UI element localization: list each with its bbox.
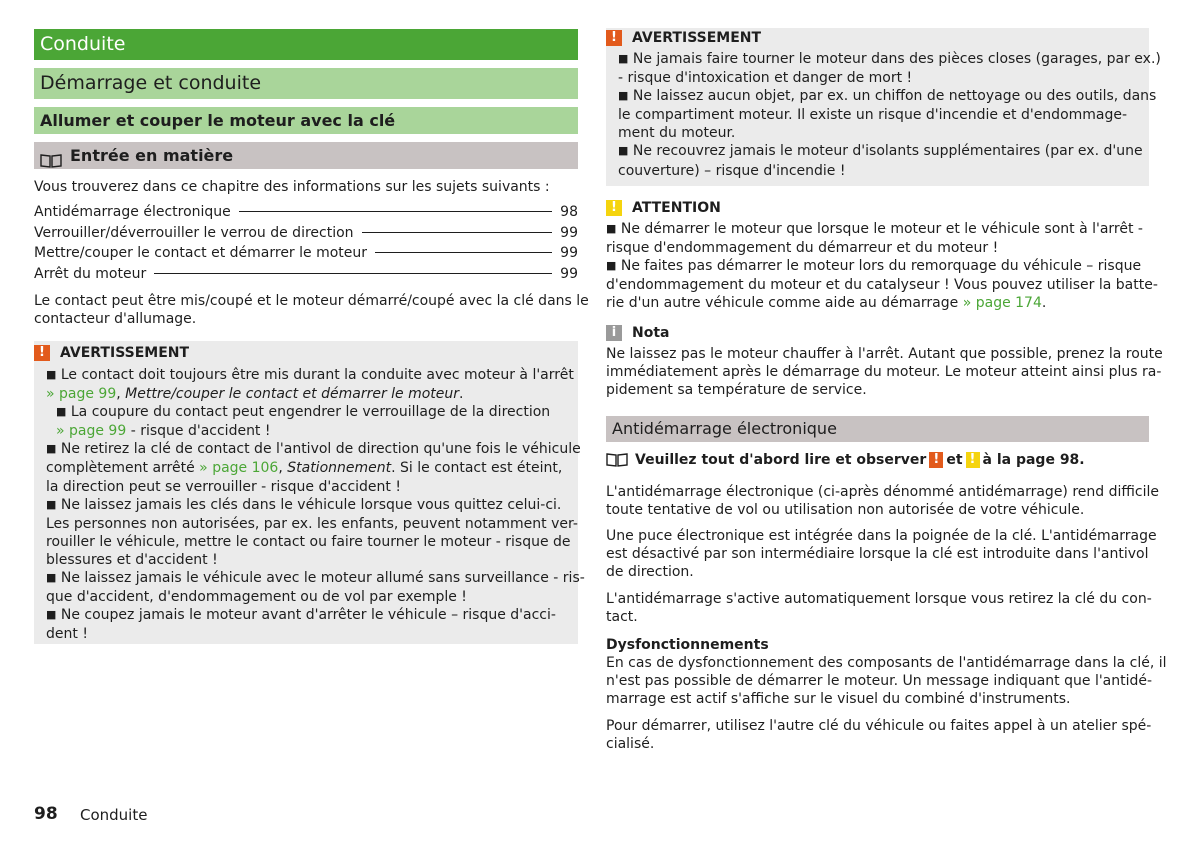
warning-line: Ne laissez jamais les clés dans le véhicule lorsque vous quittez celui-ci. [60, 496, 562, 513]
warning-line: la direction peut se verrouiller - risque d'accident ! [46, 478, 401, 495]
toc-item[interactable] [34, 224, 578, 245]
page-link[interactable]: » page 99 [46, 386, 117, 403]
chapter-heading: Conduite [34, 29, 578, 60]
warning-box [34, 341, 585, 644]
paragraph-line: marrage est actif s'affiche sur le visuel du combiné d'instruments. [606, 691, 1071, 707]
toc-item[interactable] [34, 265, 578, 286]
warning-line: Les personnes non autorisées, par ex. les enfants, peuvent notamment ver- [46, 515, 578, 532]
attention-title: ATTENTION [632, 200, 721, 216]
warning-line: couverture) – risque d'incendie ! [618, 162, 846, 179]
paragraph-line: cialisé. [606, 736, 655, 752]
paragraph-line: toute tentative de vol ou utilisation non autorisée de votre véhicule. [606, 502, 1085, 518]
intro-text: Vous trouverez dans ce chapitre des informations sur les sujets suivants : [34, 179, 550, 195]
toc-item-page: 99 [560, 265, 578, 282]
paragraph-line: Une puce électronique est intégrée dans la poignée de la clé. L'antidémarrage [606, 528, 1157, 544]
nota-header [606, 324, 1149, 342]
warning-line: La coupure du contact peut engendrer le verrouillage de la direction [70, 404, 551, 421]
paragraph-line: L'antidémarrage électronique (ci-après dénommé antidémarrage) rend difficile [606, 484, 1160, 500]
attention-header [606, 199, 1149, 217]
page-link[interactable]: » page 106 [199, 460, 279, 477]
warning-line: ment du moteur. [618, 125, 736, 142]
toc-item[interactable] [34, 244, 578, 265]
toc-leader [239, 211, 552, 212]
footer-chapter: Conduite [80, 806, 148, 824]
warning-icon: ! [929, 452, 943, 468]
warning-line: Le contact doit toujours être mis durant la conduite avec moteur à l'arrêt [60, 367, 574, 383]
warning-icon: ! [34, 345, 50, 361]
paragraph-line: n'est pas possible de démarrer le moteur. Un message indiquant que l'antidé- [606, 673, 1153, 689]
toc-item-page: 99 [560, 224, 578, 241]
warning-line: Ne recouvrez jamais le moteur d'isolants supplémentaires (par ex. d'une [632, 143, 1143, 160]
malfunction-title: Dysfonctionnements [606, 637, 769, 653]
paragraph-line: Pour démarrer, utilisez l'autre clé du véhicule ou faites appel à un atelier spé- [606, 718, 1152, 734]
toc-leader [154, 273, 552, 274]
paragraph-line: tact. [606, 609, 638, 625]
toc-item-label: Antidémarrage électronique [34, 204, 231, 220]
intro-paragraph [34, 292, 589, 328]
warning-line: Mettre/couper le contact et démarrer le moteur [125, 386, 460, 403]
attention-icon: ! [966, 452, 980, 468]
nota-line: pidement sa température de service. [606, 382, 867, 399]
attention-block [606, 199, 1158, 312]
page-link[interactable]: » page 99 [56, 423, 127, 440]
toc-item-page: 98 [560, 204, 578, 220]
read-notice [606, 451, 1149, 469]
paragraph [606, 590, 1152, 626]
paragraph-line: de direction. [606, 564, 694, 580]
warning-line: Ne laissez jamais le véhicule avec le moteur allumé sans surveillance - ris- [60, 570, 585, 587]
page-link[interactable]: » page 174 [962, 295, 1042, 312]
warning-body: ■ Ne jamais faire tourner le moteur dans des pièces closes (garages, par ex.) - risque d'intoxication et danger de mort ! ■ Ne laissez aucun objet, par ex. un chiffon de nettoyage ou des outils, dans le compartiment moteur. Il existe un risque d'incendie et d'endommage- ment du moteur. ■ Ne recouvrez jamais le moteur d'isolants supplémentaires (par ex. d'une couverture) – risque d'incendie ! [618, 51, 1161, 179]
intro-heading-label: Entrée en matière [70, 146, 234, 165]
read-notice-text: à la page 98. [982, 452, 1085, 468]
intro-heading [34, 142, 578, 169]
read-notice-text: Veuillez tout d'abord lire et observer [635, 452, 927, 468]
paragraph [606, 717, 1152, 753]
paragraph-line: est désactivé par son intermédiaire lorsque la clé est introduite dans l'antivol [606, 546, 1149, 562]
warning-line: Ne jamais faire tourner le moteur dans des pièces closes (garages, par ex.) [632, 51, 1161, 67]
nota-body [606, 342, 1163, 399]
warning-header [34, 344, 578, 362]
toc-item-label: Mettre/couper le contact et démarrer le moteur [34, 245, 368, 261]
warning-box [606, 28, 1161, 186]
toc-item-page: 99 [560, 245, 578, 261]
warning-line: - risque d'accident ! [126, 423, 271, 440]
warning-line: que d'accident, d'endommagement ou de vol par exemple ! [46, 589, 467, 606]
attention-line: risque d'endommagement du démarreur et du moteur ! [606, 240, 999, 257]
warning-line: . Si le contact est éteint, [391, 460, 563, 477]
info-icon: i [606, 325, 622, 341]
toc-leader [375, 252, 552, 253]
nota-line: immédiatement après le démarrage du moteur. Le moteur atteint ainsi plus ra- [606, 364, 1162, 381]
book-icon [40, 149, 62, 163]
paragraph [606, 483, 1160, 519]
paragraph [606, 527, 1157, 581]
warning-line: Ne coupez jamais le moteur avant d'arrêter le véhicule – risque d'acci- [60, 607, 556, 624]
attention-line: Ne démarrer le moteur que lorsque le moteur et le véhicule sont à l'arrêt - [620, 221, 1143, 237]
section-heading: Antidémarrage électronique [606, 416, 1149, 442]
attention-line: Ne faites pas démarrer le moteur lors du remorquage du véhicule – risque [620, 258, 1142, 275]
subsection-heading: Allumer et couper le moteur avec la clé [34, 107, 578, 134]
warning-line: blessures et d'accident ! [46, 551, 218, 568]
table-of-contents [34, 203, 578, 285]
warning-body: ■ Le contact doit toujours être mis durant la conduite avec moteur à l'arrêt » page 99, Mettre/couper le contact et démarrer le moteur. ■ La coupure du contact peut engendrer le verrouillage de la direction » page 99 - risque d'accident ! ■ Ne retirez la clé de contact de l'antivol de direction qu'une fois le véhicule complètement arrêté » page 106, Stationnement. Si le contact est éteint, la direction peut se verrouiller - risque d'accident ! ■ Ne laissez jamais les clés dans le véhicule lorsque vous quittez celui-ci. Les personnes non autorisées, par ex. les enfants, peuvent notamment ver- rouiller le véhicule, mettre le contact ou faire tourner le moteur - risque de blessures et d'accident ! ■ Ne laissez jamais le véhicule avec le moteur allumé sans surveillance - ris- que d'accident, d'endommagement ou de vol par exemple ! ■ Ne coupez jamais le moteur avant d'arrêter le véhicule – risque d'acci- dent ! [46, 367, 585, 643]
warning-line: complètement arrêté [46, 460, 200, 477]
warning-line: rouiller le véhicule, mettre le contact ou faire tourner le moteur - risque de [46, 533, 571, 550]
warning-icon: ! [606, 30, 622, 46]
paragraph-line: L'antidémarrage s'active automatiquement lorsque vous retirez la clé du con- [606, 591, 1152, 607]
warning-line: Stationnement [287, 460, 392, 477]
paragraph-line: En cas de dysfonctionnement des composants de l'antidémarrage dans la clé, il [606, 655, 1167, 671]
warning-title: AVERTISSEMENT [632, 30, 762, 46]
warning-line: Ne retirez la clé de contact de l'antivol de direction qu'une fois le véhicule [60, 441, 581, 458]
book-icon [606, 453, 628, 467]
attention-line: rie d'un autre véhicule comme aide au démarrage [606, 295, 963, 312]
warning-line: le compartiment moteur. Il existe un risque d'incendie et d'endommage- [618, 107, 1128, 124]
toc-item-label: Verrouiller/déverrouiller le verrou de direction [34, 224, 354, 241]
toc-item-label: Arrêt du moteur [34, 265, 147, 282]
nota-title: Nota [632, 325, 670, 341]
warning-line: Ne laissez aucun objet, par ex. un chiffon de nettoyage ou des outils, dans [632, 88, 1157, 105]
section-heading: Démarrage et conduite [34, 68, 578, 99]
toc-item[interactable] [34, 203, 578, 224]
warning-title: AVERTISSEMENT [60, 345, 190, 361]
page-number: 98 [34, 804, 58, 824]
read-notice-text: et [946, 452, 963, 468]
nota-block [606, 324, 1163, 399]
attention-line: . [1041, 295, 1047, 312]
paragraph-line: contacteur d'allumage. [34, 311, 197, 327]
attention-icon: ! [606, 200, 622, 216]
warning-header [606, 29, 1149, 47]
toc-leader [362, 232, 552, 233]
paragraph-line: Le contact peut être mis/coupé et le moteur démarré/coupé avec la clé dans le [34, 293, 589, 309]
attention-body: ■ Ne démarrer le moteur que lorsque le moteur et le véhicule sont à l'arrêt - risque d'endommagement du démarreur et du moteur ! ■ Ne faites pas démarrer le moteur lors du remorquage du véhicule – risque d'endommagement du moteur et du catalyseur ! Vous pouvez utiliser la batte- rie d'un autre véhicule comme aide au démarrage » page 174. [606, 221, 1158, 312]
malfunction-section [606, 636, 1167, 708]
attention-line: d'endommagement du moteur et du catalyseur ! Vous pouvez utiliser la batte- [606, 277, 1158, 294]
warning-line: - risque d'intoxication et danger de mort ! [618, 70, 913, 87]
nota-line: Ne laissez pas le moteur chauffer à l'arrêt. Autant que possible, prenez la route [606, 346, 1163, 362]
warning-line: dent ! [46, 626, 88, 643]
